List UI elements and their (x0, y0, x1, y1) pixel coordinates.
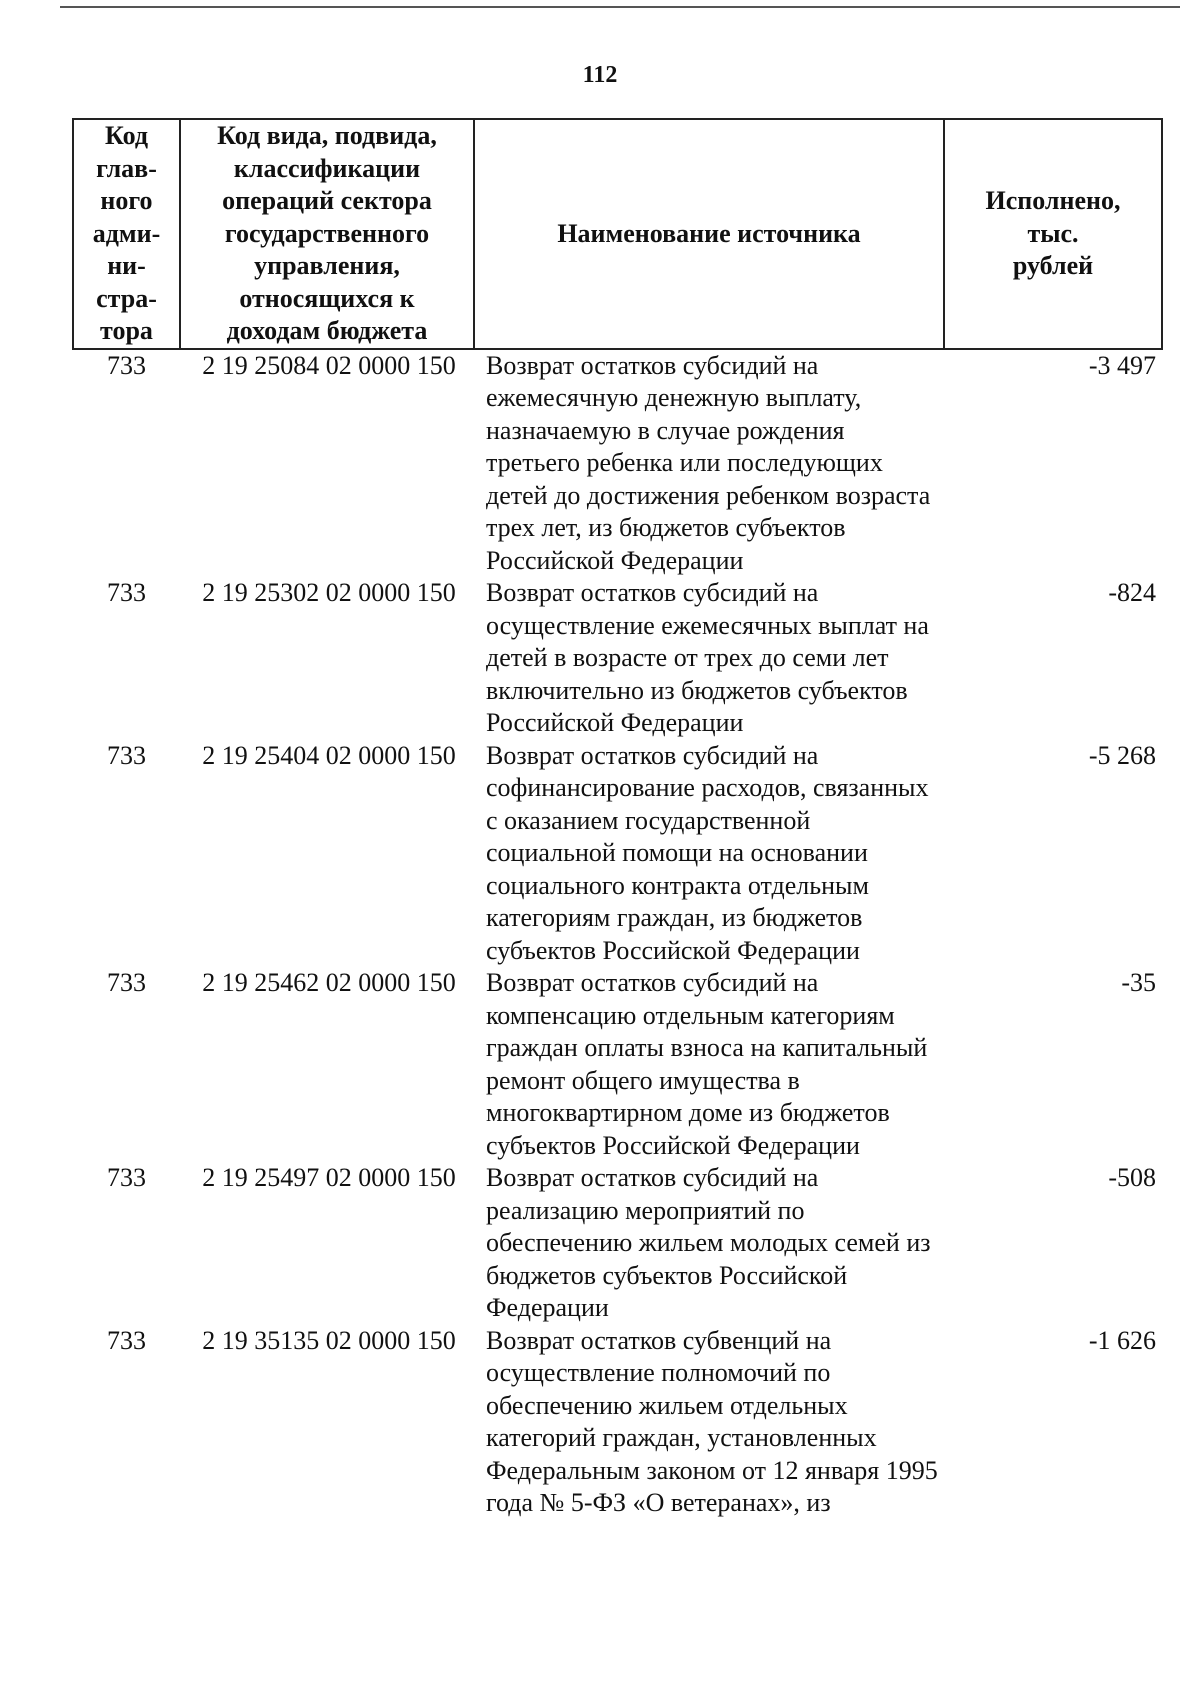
cell-admin: 733 (107, 578, 146, 607)
table-row (73, 577, 1162, 740)
cell-name: Возврат остатков субсидий на софинансирование расходов, связанных с оказанием государственной социальной помощи на основании социального контракта отдельным категориям граждан, из бюджетов субъектов Российской Федерации (486, 740, 929, 965)
table-row (73, 1325, 1162, 1520)
top-rule (60, 6, 1180, 8)
cell-code: 2 19 25404 02 0000 150 (202, 740, 456, 770)
cell-code: 2 19 25084 02 0000 150 (202, 350, 456, 380)
table-row (73, 967, 1162, 1162)
header-source-name: Наименование источника (474, 119, 944, 349)
cell-admin: 733 (107, 1325, 146, 1355)
table-header-row (73, 119, 1162, 349)
cell-amount: -824 (1108, 578, 1156, 607)
cell-code: 2 19 25462 02 0000 150 (202, 968, 456, 997)
cell-amount: -5 268 (1088, 740, 1156, 770)
table-row (73, 1162, 1162, 1325)
cell-code: 2 19 35135 02 0000 150 (202, 1325, 456, 1355)
header-executed: Исполнено, тыс. рублей (944, 119, 1162, 349)
cell-admin: 733 (107, 968, 146, 997)
cell-name: Возврат остатков субсидий на компенсацию отдельным категориям граждан оплаты взноса на капитальный ремонт общего имущества в многоквартирном доме из бюджетов субъектов Российской Федерации (486, 968, 928, 1160)
cell-amount: -35 (1121, 968, 1156, 997)
cell-code: 2 19 25497 02 0000 150 (202, 1163, 456, 1192)
cell-admin: 733 (107, 350, 146, 380)
income-sources-table (72, 118, 1163, 1520)
cell-name: Возврат остатков субвенций на осуществление полномочий по обеспечению жильем отдельных категорий граждан, установленных Федеральным законом от 12 января 1995 года № 5-ФЗ «О ветеранах», из (486, 1325, 938, 1517)
cell-amount: -508 (1108, 1163, 1156, 1192)
cell-name: Возврат остатков субсидий на реализацию мероприятий по обеспечению жильем молодых семей из бюджетов субъектов Российской Федерации (486, 1163, 931, 1322)
table-row (73, 740, 1162, 968)
cell-name: Возврат остатков субсидий на ежемесячную денежную выплату, назначаемую в случае рождения третьего ребенка или последующих детей до достижения ребенком возраста трех лет, из бюджетов субъектов Российской Федерации (486, 350, 931, 575)
page-number: 112 (582, 62, 618, 88)
cell-admin: 733 (107, 1163, 146, 1192)
header-admin-code: Код глав- ного адми- ни- стра- тора (73, 119, 180, 349)
header-income-code: Код вида, подвида, классификации операций сектора государственного управления, относящихся к доходам бюджета (180, 119, 474, 349)
cell-amount: -3 497 (1088, 350, 1156, 380)
cell-name: Возврат остатков субсидий на осуществление ежемесячных выплат на детей в возрасте от трех до семи лет включительно из бюджетов субъектов Российской Федерации (486, 578, 929, 737)
cell-code: 2 19 25302 02 0000 150 (202, 578, 456, 607)
table-row (73, 349, 1162, 578)
table-body (73, 349, 1162, 1520)
cell-admin: 733 (107, 740, 146, 770)
cell-amount: -1 626 (1088, 1325, 1156, 1355)
